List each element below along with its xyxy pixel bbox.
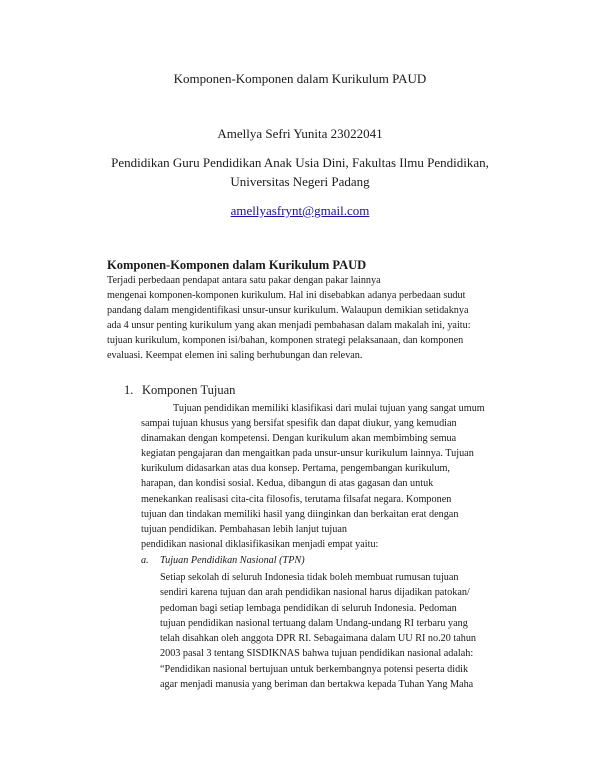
text-line: harapan, dan kondisi sosial. Kedua, dibangun di atas gagasan dan untuk (141, 478, 434, 490)
text-line: tujuan pendidikan nasional tertuang dalam Undang-undang RI terbaru yang (160, 617, 468, 629)
text-line: pandang dalam mengidentifikasi unsur-unsur kurikulum. Walaupun demikian setidaknya (107, 305, 469, 317)
sub-item-letter: a. (141, 555, 149, 566)
list-heading-text: Komponen Tujuan (142, 383, 236, 397)
text-line: ada 4 unsur penting kurikulum yang akan menjadi pembahasan dalam makalah ini, yaitu: (107, 320, 471, 332)
list-item-heading (124, 383, 235, 398)
text-line: tujuan kurikulum, komponen isi/bahan, komponen strategi pelaksanaan, dan komponen (107, 335, 464, 347)
text-line: agar menjadi manusia yang beriman dan bertakwa kepada Tuhan Yang Maha (160, 679, 474, 691)
section-heading: Komponen-Komponen dalam Kurikulum PAUD (107, 258, 367, 272)
email-line (0, 203, 600, 219)
text-line: “Pendidikan nasional bertujuan untuk berkembangnya potensi peserta didik (160, 663, 469, 675)
email-link[interactable]: amellyasfrynt@gmail.com (230, 203, 370, 218)
text-line: telah disahkan oleh anggota DPR RI. Sebagaimana dalam UU RI no.20 tahun (160, 633, 477, 645)
sub-item-heading-text: Tujuan Pendidikan Nasional (TPN) (160, 555, 305, 566)
sub-item-paragraph (160, 570, 476, 692)
text-line: tujuan dan tindakan memiliki hasil yang diinginkan dan berkaitan erat dengan (141, 508, 459, 520)
text-line: Tujuan pendidikan memiliki klasifikasi dari mulai tujuan yang sangat umum (173, 403, 485, 414)
text-line: pendidikan nasional diklasifikasikan menjadi empat yaitu: (141, 538, 379, 550)
text-line: tujuan pendidikan. Pembahasan lebih lanjut tujuan (141, 523, 347, 535)
list-number: 1. (124, 383, 134, 397)
text-line: pedoman bagi setiap lembaga pendidikan di seluruh Indonesia. Pedoman (160, 602, 457, 614)
sub-item-heading (141, 555, 305, 566)
affiliation-line-2: Universitas Negeri Padang (230, 174, 370, 189)
text-line: kegiatan pengajaran dan mengaitkan pada unsur-unsur kurikulum lainnya. Tujuan (141, 448, 474, 460)
text-line: sendiri karena tujuan dan arah pendidikan nasional harus dijadikan patokan/ (160, 587, 470, 599)
text-line: mengenai komponen-komponen kurikulum. Hal ini disebabkan adanya perbedaan sudut (107, 290, 466, 302)
text-line: Setiap sekolah di seluruh Indonesia tidak boleh membuat rumusan tujuan (160, 572, 459, 583)
text-line: menekankan realisasi cita-cita filosofis, terutama filsafat negara. Komponen (141, 493, 452, 505)
author-line: Amellya Sefri Yunita 23022041 (217, 126, 383, 141)
affiliation-line-1: Pendidikan Guru Pendidikan Anak Usia Dini, Fakultas Ilmu Pendidikan, (111, 155, 489, 170)
intro-paragraph (107, 273, 471, 364)
list-item-paragraph (141, 401, 485, 552)
text-line: evaluasi. Keempat elemen ini saling berhubungan dan relevan. (107, 350, 363, 362)
affiliation (0, 153, 600, 191)
text-line: dinamakan dengan kompetensi. Dengan kurikulum akan membimbing semua (141, 433, 457, 445)
text-line: sampai tujuan khusus yang bersifat spesifik dan dapat diukur, yang kemudian (141, 418, 457, 430)
text-line: kurikulum didasarkan atas dua konsep. Pertama, pengembangan kurikulum, (141, 463, 450, 475)
document-title: Komponen-Komponen dalam Kurikulum PAUD (173, 71, 427, 86)
text-line: 2003 pasal 3 tentang SISDIKNAS bahwa tujuan pendidikan nasional adalah: (160, 648, 474, 660)
text-line: Terjadi perbedaan pendapat antara satu pakar dengan pakar lainnya (107, 275, 381, 286)
